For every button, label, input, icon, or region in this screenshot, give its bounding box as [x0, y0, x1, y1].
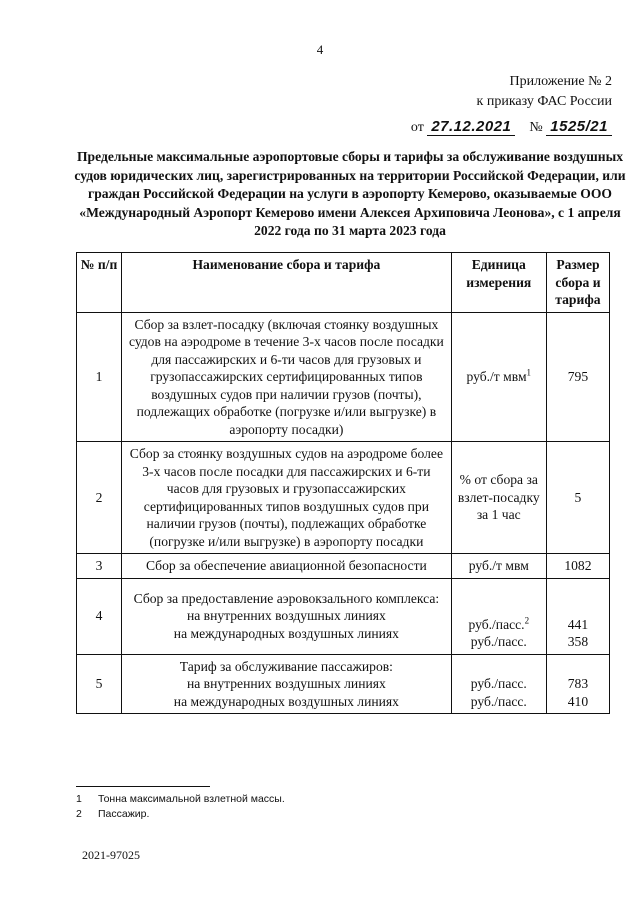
row-unit: руб./т мвм — [451, 554, 546, 579]
handwritten-date: 27.12.2021 — [427, 118, 515, 136]
row-unit — [451, 312, 546, 442]
from-label: от — [410, 120, 424, 135]
table-row — [77, 654, 610, 714]
size-international: 358 — [567, 634, 589, 649]
footnote-number: 2 — [76, 808, 82, 820]
sub-item-international: на международных воздушных линиях — [173, 693, 399, 709]
footnote-ref: 2 — [524, 614, 530, 625]
number-label: № — [529, 120, 543, 135]
row-name: Сбор за обеспечение авиационной безопасности — [122, 554, 452, 579]
row-num: 5 — [77, 654, 122, 714]
size-domestic: 783 — [567, 676, 589, 691]
footnote-text: Пассажир. — [98, 808, 150, 820]
unit-text: руб./т мвм — [466, 369, 527, 384]
size-international: 410 — [567, 693, 589, 709]
row-name-heading: Тариф за обслуживание пассажиров: — [179, 658, 393, 674]
row-num: 3 — [77, 554, 122, 579]
document-title: Предельные максимальные аэропортовые сборы и тарифы за обслуживание воздушных судов юридических лиц, зарегистрированных на территории Российской Федерации, или граждан Российской Федерации на услуги в аэропорту Кемерово, оказываемые ООО «Международный Аэропорт Кемерово имени Алексея Архиповича Леонова», с 1 апреля 2022 года по 31 марта 2023 года — [74, 149, 626, 238]
footnote-item — [76, 807, 285, 822]
row-size: 1082 — [546, 554, 609, 579]
header-unit: Единица измерения — [451, 253, 546, 313]
table-row — [77, 578, 610, 654]
table-row — [77, 442, 610, 554]
unit-international: руб./пасс. — [470, 634, 527, 649]
appendix-title: Приложение № 2 — [509, 74, 612, 89]
header-name: Наименование сбора и тарифа — [122, 253, 452, 313]
document-code: 2021-97025 — [82, 848, 140, 862]
row-num: 1 — [77, 312, 122, 442]
footnote-number: 1 — [76, 793, 82, 805]
row-num: 2 — [77, 442, 122, 554]
row-size — [546, 578, 609, 654]
unit-international: руб./пасс. — [470, 693, 527, 709]
tariffs-table — [76, 252, 610, 714]
table-row — [77, 554, 610, 579]
unit-domestic: руб./пасс.$^2$ — [468, 614, 530, 632]
footnote-item — [76, 792, 285, 807]
size-domestic: 441 — [567, 616, 589, 632]
row-size: 5 — [546, 442, 609, 554]
page-number: 4 — [316, 42, 324, 57]
handwritten-order-number: 1525/21 — [546, 118, 612, 136]
footnote-ref: 1 — [526, 367, 532, 378]
appendix-header — [477, 72, 612, 112]
table-row — [77, 312, 610, 442]
unit-domestic: руб./пасс. — [470, 676, 527, 691]
row-name: Сбор за взлет-посадку (включая стоянку воздушных судов на аэродроме в течение 3-х часов после посадки для пассажирских и 6-ти часов для грузовых и грузопассажирских сертифицированных типов воздушных судов при наличии грузов (почты), подлежащих обработке (погрузке и/или выгрузке) в аэропорту посадки) — [122, 312, 452, 442]
row-size — [546, 654, 609, 714]
row-num: 4 — [77, 578, 122, 654]
footnotes — [76, 792, 285, 822]
row-name — [122, 578, 452, 654]
sub-item-domestic: на внутренних воздушных линиях — [186, 676, 386, 691]
row-size: 795 — [546, 312, 609, 442]
footnote-text: Тонна максимальной взлетной массы. — [98, 793, 285, 805]
order-date-number — [411, 118, 612, 136]
row-unit — [451, 654, 546, 714]
row-name: Сбор за стоянку воздушных судов на аэродроме более 3-х часов после посадки для пассажирских и 6-ти часов для грузовых и грузопассажирских сертифицированных типов воздушных судов при наличии грузов (почты), подлежащих обработке (погрузке и/или выгрузке) в аэропорту посадки — [122, 442, 452, 554]
sub-item-international: на международных воздушных линиях — [173, 625, 399, 641]
row-unit: % от сбора за взлет-посадку за 1 час — [451, 442, 546, 554]
sub-item-domestic: на внутренних воздушных линиях — [186, 608, 386, 624]
header-size: Размер сбора и тарифа — [546, 253, 609, 313]
table-header-row — [77, 253, 610, 313]
row-unit — [451, 578, 546, 654]
header-num: № п/п — [77, 253, 122, 313]
footnote-separator — [76, 786, 210, 787]
row-name-heading: Сбор за предоставление аэровокзального комплекса: — [133, 590, 440, 606]
appendix-order-reference: к приказу ФАС России — [476, 94, 612, 109]
row-name — [122, 654, 452, 714]
